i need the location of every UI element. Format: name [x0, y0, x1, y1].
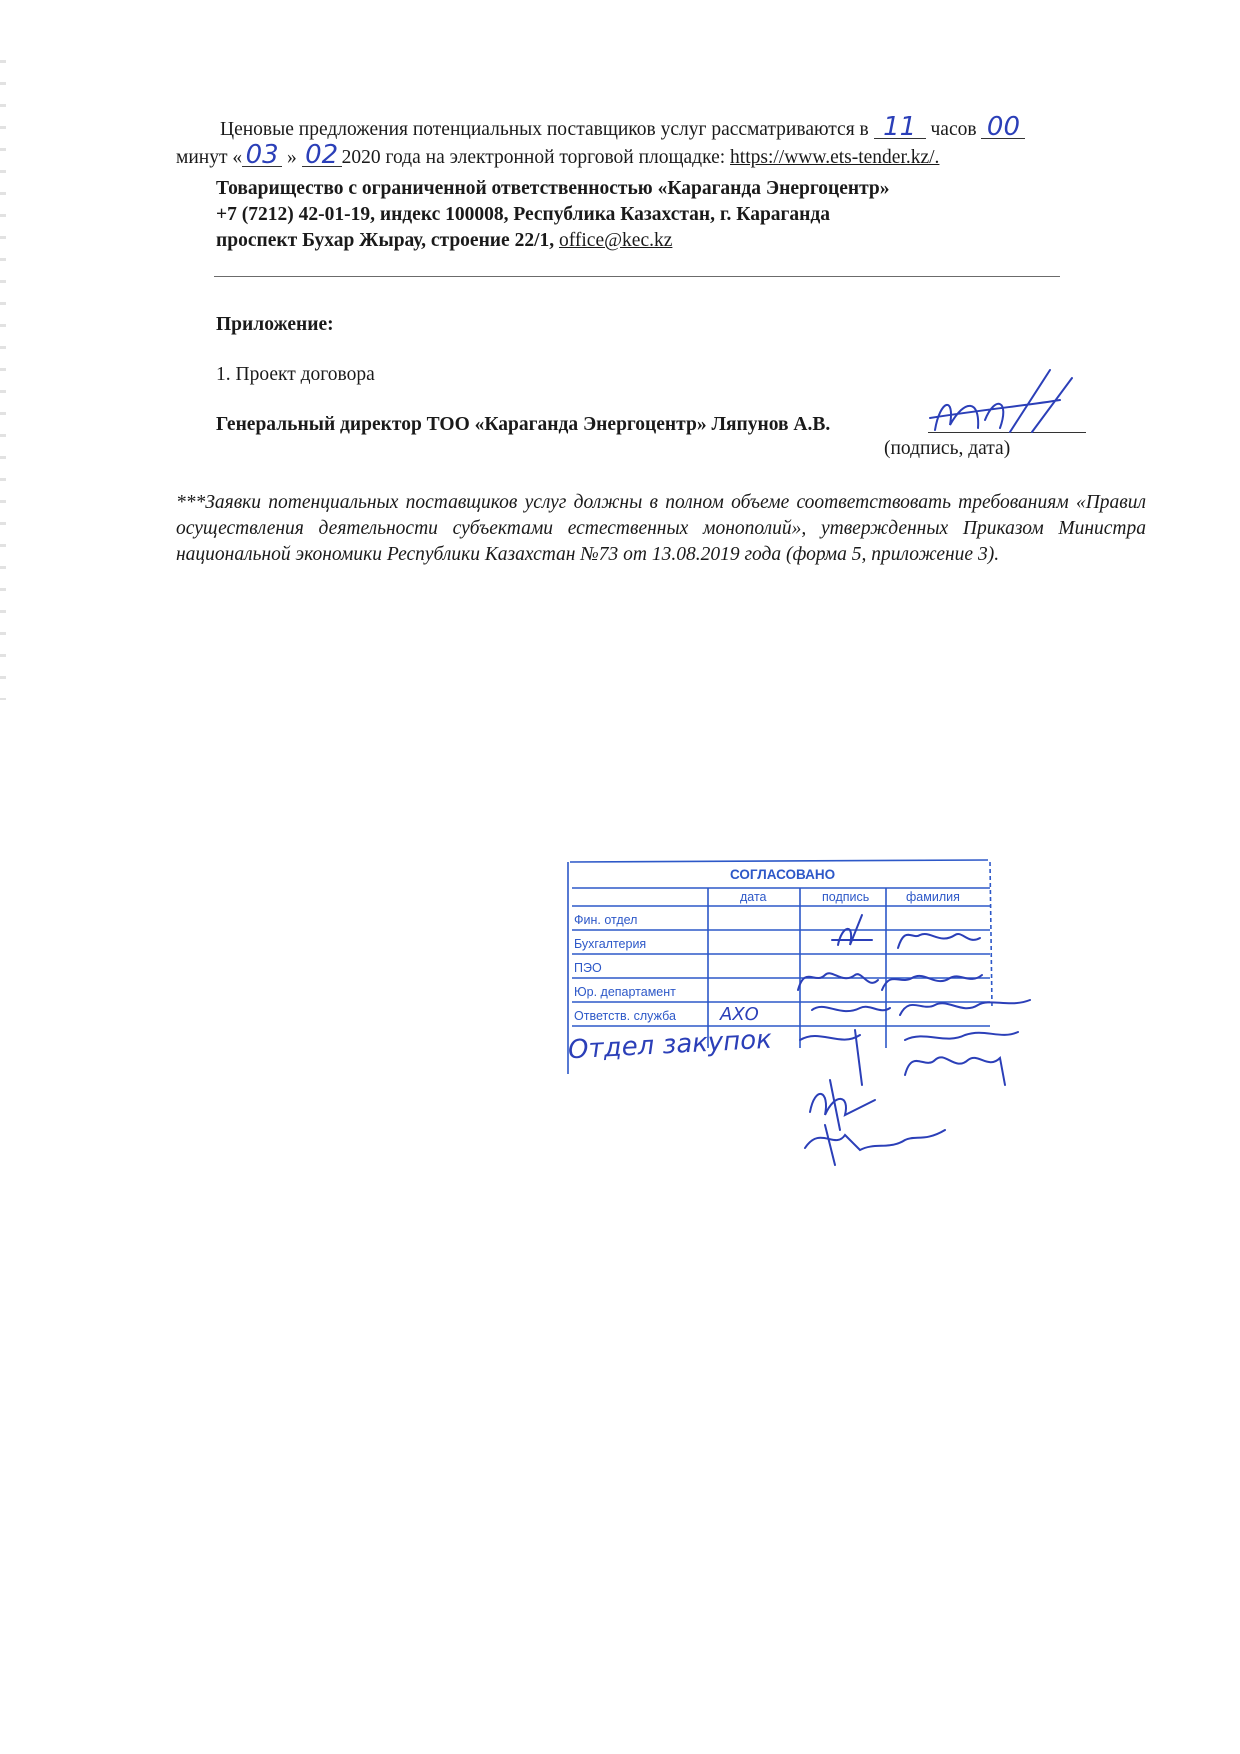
signature-caption: (подпись, дата): [884, 438, 1011, 459]
stamp-col-date: дата: [740, 890, 767, 904]
scan-edge-marks: [0, 60, 6, 700]
hours-word: часов: [930, 119, 977, 140]
appendix-heading: Приложение:: [216, 314, 334, 335]
stamp-handwritten-purchasing: Отдел закупок: [567, 1024, 773, 1066]
stamp-row-accounting: Бухгалтерия: [574, 937, 647, 951]
minutes-word: минут «: [176, 147, 243, 168]
director-title: Генеральный директор ТОО «Караганда Энергоцентр» Ляпунов А.В.: [216, 414, 831, 435]
extra-signature-1-icon: [810, 1080, 875, 1130]
closing-quote: »: [286, 147, 297, 168]
company-email-link[interactable]: office@kec.kz: [558, 230, 673, 251]
appendix-item-number: 1.: [216, 364, 231, 385]
intro-line-1: [220, 112, 1025, 143]
appendix-item: [216, 362, 375, 388]
stamp-row-peo: ПЭО: [574, 961, 602, 975]
director-signature-icon: [930, 370, 1072, 432]
stamp-col-signature: подпись: [822, 890, 870, 904]
intro-text-after-date: 2020 года на электронной торговой площадке:: [341, 147, 726, 168]
minutes-value: 00: [981, 116, 1025, 139]
stamp-col-surname: фамилия: [906, 890, 960, 904]
stamp-row-legal: Юр. департамент: [574, 985, 676, 999]
intro-line-2: [176, 140, 940, 171]
stamp-title: СОГЛАСОВАНО: [730, 867, 836, 882]
hour-value: 11: [874, 116, 926, 139]
month-value: 02: [302, 144, 342, 167]
signature-underline: [928, 432, 1086, 433]
approval-stamp: [560, 858, 994, 1076]
intro-text: Ценовые предложения потенциальных поставщиков услуг рассматриваются в: [220, 119, 869, 140]
requirements-note: ***Заявки потенциальных поставщиков услуг должны в полном объеме соответствовать требованиям «Правил осуществления деятельности субъектами естественных монополий», утвержденных Приказом Министра национальной экономики Республики Казахстан №73 от 13.08.2019 года (форма 5, приложение 3).: [176, 492, 1146, 565]
separator-line: [214, 276, 1060, 277]
day-value: 03: [242, 144, 282, 167]
tender-url-link[interactable]: https://www.ets-tender.kz/.: [730, 147, 940, 168]
company-address-line: [216, 228, 672, 254]
company-phone-line: +7 (7212) 42-01-19, индекс 100008, Республика Казахстан, г. Караганда: [216, 204, 830, 225]
extra-signature-2-icon: [805, 1125, 945, 1165]
stamp-row-responsible: Ответств. служба: [574, 1009, 676, 1023]
stamp-row-fin: Фин. отдел: [574, 913, 638, 927]
company-name: Товарищество с ограниченной ответственностью «Караганда Энергоцентр»: [216, 178, 890, 199]
company-address: проспект Бухар Жырау, строение 22/1,: [216, 230, 555, 251]
stamp-date-entry: АХО: [720, 1004, 759, 1025]
appendix-item-text: Проект договора: [235, 364, 375, 385]
